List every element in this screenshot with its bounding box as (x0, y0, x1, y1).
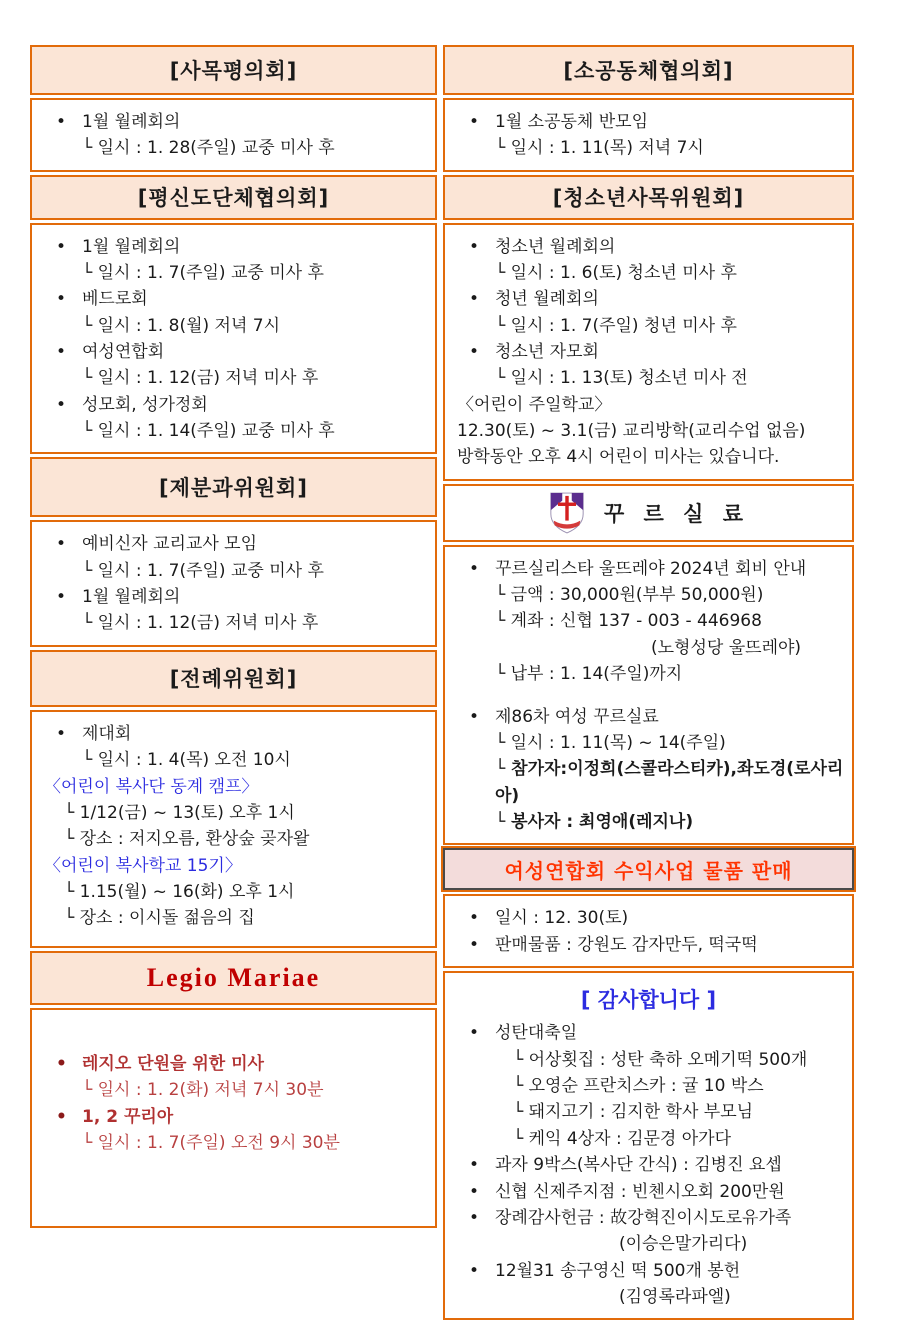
text-line: └ 일시 : 1. 12(금) 저녁 미사 후 (82, 368, 319, 389)
text-line: 〈어린이 주일학교〉 (457, 394, 612, 415)
text-line: • 예비신자 교리교사 모임 (38, 531, 429, 557)
text-line: • 꾸르실리스타 울뜨레야 2024년 회비 안내 (451, 556, 846, 582)
text-line: • 과자 9박스(복사단 간식) : 김병진 요셉 (451, 1152, 846, 1178)
left-column (30, 45, 437, 1231)
text-line: └ 봉사자 : 최영애(레지나) (495, 811, 694, 832)
text-line: • 일시 : 12. 30(토) (451, 905, 846, 931)
section-header-pastoral-council: [사목평의회] (30, 45, 437, 95)
section-content-legio-mariae (30, 1008, 437, 1228)
text-line: └ 일시 : 1. 6(토) 청소년 미사 후 (495, 263, 737, 284)
section-content-liturgy-committee (30, 710, 437, 948)
section-header-cursillo (443, 484, 854, 542)
section-content-lay-association (30, 223, 437, 455)
text-line (451, 688, 846, 704)
text-line: └ 일시 : 1. 4(목) 오전 10시 (82, 750, 291, 771)
cursillo-emblem-icon (548, 491, 586, 535)
text-line (38, 1019, 429, 1035)
text-line: • 1월 소공동체 반모임 (451, 109, 846, 135)
text-line: └ 일시 : 1. 13(토) 청소년 미사 전 (495, 368, 748, 389)
text-line: └ 납부 : 1. 14(주일)까지 (495, 664, 683, 685)
text-line: └ 일시 : 1. 7(주일) 오전 9시 30분 (82, 1132, 340, 1153)
section-content-cursillo (443, 545, 854, 845)
text-line: 〈어린이 복사학교 15기〉 (44, 855, 242, 876)
text-line: (김영록라파엘) (619, 1286, 731, 1307)
text-line: └ 돼지고기 : 김지한 학사 부모님 (513, 1102, 754, 1123)
section-content-womens-association-sale (443, 894, 854, 968)
text-line: └ 일시 : 1. 7(주일) 청년 미사 후 (495, 315, 737, 336)
text-line: └ 1.15(월) ~ 16(화) 오후 1시 (64, 881, 295, 902)
text-line: └ 장소 : 저지오름, 환상숲 곶자왈 (64, 829, 310, 850)
text-line: • 판매물품 : 강원도 감자만두, 떡국떡 (451, 932, 846, 958)
text-line: └ 일시 : 1. 28(주일) 교중 미사 후 (82, 138, 335, 159)
text-line: 12.30(토) ~ 3.1(금) 교리방학(교리수업 없음) (457, 421, 806, 442)
cursillo-title: 꾸 르 실 료 (603, 501, 750, 526)
section-header-subcommittees: [제분과위원회] (30, 457, 437, 517)
section-content-subcommittees (30, 520, 437, 646)
text-line: [ 감사합니다 ] (580, 987, 717, 1012)
section-header-legio-mariae (30, 951, 437, 1005)
text-line: └ 오영순 프란치스카 : 귤 10 박스 (513, 1076, 764, 1097)
text-line: • 제대회 (38, 721, 429, 747)
section-content-small-community-council (443, 98, 854, 172)
section-content-pastoral-council (30, 98, 437, 172)
section-header-youth-committee: [청소년사목위원회] (443, 175, 854, 220)
section-header-small-community-council: [소공동체협의회] (443, 45, 854, 95)
text-line: (이승은말가리다) (619, 1234, 748, 1255)
text-line: └ 일시 : 1. 11(목) 저녁 7시 (495, 138, 704, 159)
right-column (443, 45, 854, 1323)
text-line: • 1월 월례회의 (38, 584, 429, 610)
text-line: └ 일시 : 1. 14(주일) 교중 미사 후 (82, 421, 335, 442)
section-header-liturgy-committee: [전례위원회] (30, 650, 437, 707)
text-line: (노형성당 울뜨레야) (651, 637, 802, 658)
text-line: • 청소년 월례회의 (451, 234, 846, 260)
text-line: └ 일시 : 1. 2(화) 저녁 7시 30분 (82, 1080, 324, 1101)
text-line: • 1, 2 꾸리아 (38, 1104, 429, 1130)
text-line: └ 장소 : 이시돌 젊음의 집 (64, 908, 255, 929)
text-line: • 베드로회 (38, 286, 429, 312)
section-header-lay-association: [평신도단체협의회] (30, 175, 437, 220)
text-line: • 제86차 여성 꾸르실료 (451, 704, 846, 730)
section-content-thanks (443, 971, 854, 1320)
text-line: • 12월31 송구영신 떡 500개 봉헌 (451, 1258, 846, 1284)
text-line: └ 일시 : 1. 7(주일) 교중 미사 후 (82, 560, 324, 581)
text-line: • 레지오 단원을 위한 미사 (38, 1051, 429, 1077)
text-line: • 신협 신제주지점 : 빈첸시오회 200만원 (451, 1179, 846, 1205)
text-line: 방학동안 오후 4시 어린이 미사는 있습니다. (457, 447, 780, 468)
text-line: • 성탄대축일 (451, 1020, 846, 1046)
text-line: └ 케익 4상자 : 김문경 아가다 (513, 1128, 732, 1149)
text-line: • 성모회, 성가정회 (38, 392, 429, 418)
section-content-youth-committee (443, 223, 854, 481)
text-line: • 여성연합회 (38, 339, 429, 365)
text-line: └ 일시 : 1. 11(목) ~ 14(주일) (495, 732, 726, 753)
text-line: • 장례감사헌금 : 故강혁진이시도로유가족 (451, 1205, 846, 1231)
text-line: • 1월 월례회의 (38, 234, 429, 260)
text-line: └ 일시 : 1. 12(금) 저녁 미사 후 (82, 613, 319, 634)
section-header-womens-association-sale: 여성연합회 수익사업 물품 판매 (443, 848, 854, 890)
text-line (38, 1035, 429, 1051)
text-line: • 1월 월례회의 (38, 109, 429, 135)
text-line: └ 참가자:이정희(스콜라스티카),좌도경(로사리아) (495, 759, 844, 806)
text-line: └ 금액 : 30,000원(부부 50,000원) (495, 585, 764, 606)
text-line: └ 어상횟집 : 성탄 축하 오메기떡 500개 (513, 1049, 808, 1070)
text-line: • 청소년 자모회 (451, 339, 846, 365)
text-line: └ 1/12(금) ~ 13(토) 오후 1시 (64, 802, 295, 823)
text-line: 〈어린이 복사단 동계 캠프〉 (44, 776, 259, 797)
text-line: └ 계좌 : 신협 137 - 003 - 446968 (495, 611, 762, 632)
text-line: └ 일시 : 1. 8(월) 저녁 7시 (82, 315, 281, 336)
text-line: • 청년 월례회의 (451, 286, 846, 312)
legio-mariae-title: Legio Mariae (146, 962, 321, 992)
text-line: └ 일시 : 1. 7(주일) 교중 미사 후 (82, 263, 324, 284)
